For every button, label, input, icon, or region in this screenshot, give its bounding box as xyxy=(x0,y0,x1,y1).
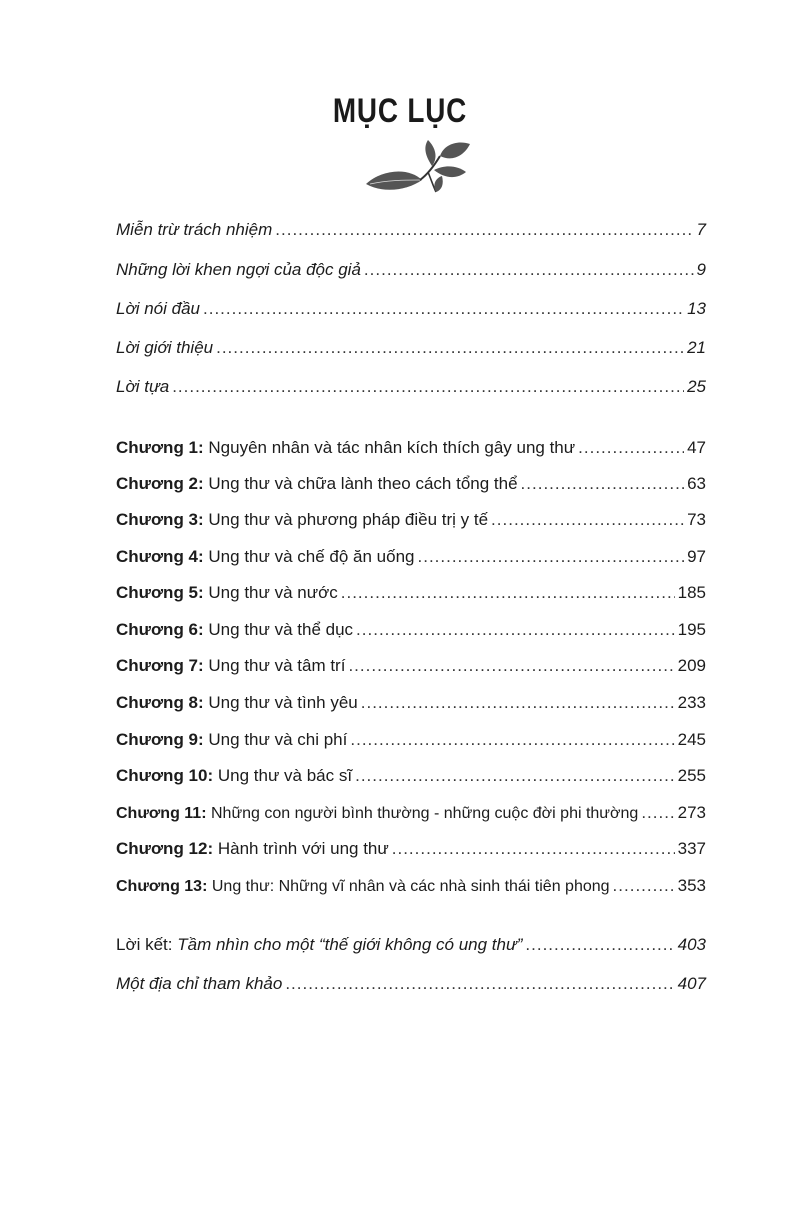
chapter-number: Chương 10: xyxy=(116,766,214,785)
dot-leader xyxy=(641,801,674,825)
entry-page-number: 195 xyxy=(677,620,706,639)
dot-leader xyxy=(172,375,684,399)
entry-page-number: 185 xyxy=(677,583,706,602)
toc-entry-reference-address[interactable] xyxy=(116,972,706,996)
dot-leader xyxy=(613,874,675,898)
entry-title: Lời tựa xyxy=(116,377,170,396)
toc-entry-reader-praise[interactable] xyxy=(116,258,706,282)
chapter-title: Ung thư và chế độ ăn uống xyxy=(208,547,415,566)
entry-title: Lời nói đầu xyxy=(116,299,201,318)
dot-leader xyxy=(392,837,675,861)
entry-prefix: Lời kết: xyxy=(116,935,178,954)
chapter-number: Chương 2: xyxy=(116,474,204,493)
page-title: MỤC LỤC xyxy=(332,92,468,130)
chapter-title: Ung thư và nước xyxy=(208,583,338,602)
entry-page-number: 47 xyxy=(687,438,706,457)
entry-page-number: 353 xyxy=(677,876,706,895)
entry-page-number: 337 xyxy=(677,839,706,858)
dot-leader xyxy=(341,581,675,605)
chapter-number: Chương 9: xyxy=(116,730,204,749)
entry-page-number: 9 xyxy=(696,260,706,279)
dot-leader xyxy=(521,472,685,496)
toc-entry-chapter-13[interactable] xyxy=(116,874,706,898)
toc-entry-conclusion[interactable] xyxy=(116,933,706,957)
entry-page-number: 25 xyxy=(687,377,706,396)
toc-entry-chapter-12[interactable] xyxy=(116,837,706,861)
toc-entry-chapter-4[interactable] xyxy=(116,545,706,569)
dot-leader xyxy=(361,691,675,715)
chapter-number: Chương 11: xyxy=(116,805,207,822)
chapter-title: Ung thư và tâm trí xyxy=(208,656,346,675)
entry-title: Lời giới thiệu xyxy=(116,338,214,357)
entry-title: Tầm nhìn cho một “thế giới không có ung thư” xyxy=(177,935,523,954)
chapter-number: Chương 3: xyxy=(116,510,204,529)
dot-leader xyxy=(348,654,674,678)
entry-page-number: 97 xyxy=(687,547,706,566)
entry-page-number: 407 xyxy=(677,974,706,993)
toc-entry-chapter-9[interactable] xyxy=(116,728,706,752)
chapter-title: Hành trình với ung thư xyxy=(217,839,389,858)
dot-leader xyxy=(491,508,684,532)
toc-entry-chapter-2[interactable] xyxy=(116,472,706,496)
dot-leader xyxy=(203,297,684,321)
entry-page-number: 273 xyxy=(677,803,706,822)
entry-page-number: 245 xyxy=(677,730,706,749)
entry-page-number: 403 xyxy=(677,935,706,954)
dot-leader xyxy=(578,436,684,460)
toc-entry-chapter-6[interactable] xyxy=(116,618,706,642)
entry-page-number: 13 xyxy=(687,299,706,318)
chapter-number: Chương 6: xyxy=(116,620,204,639)
entry-page-number: 21 xyxy=(687,338,706,357)
toc-entry-disclaimer[interactable] xyxy=(116,218,706,242)
chapter-number: Chương 13: xyxy=(116,878,208,895)
entry-title: Miễn trừ trách nhiệm xyxy=(116,220,273,239)
dot-leader xyxy=(350,728,674,752)
toc-entry-chapter-3[interactable] xyxy=(116,508,706,532)
entry-title: Một địa chỉ tham khảo xyxy=(116,974,283,993)
leaf-sprig-icon xyxy=(362,138,474,198)
dot-leader xyxy=(356,618,675,642)
toc-entry-foreword[interactable] xyxy=(116,375,706,399)
toc-entry-chapter-7[interactable] xyxy=(116,654,706,678)
chapter-title: Ung thư và bác sĩ xyxy=(217,766,353,785)
toc-entry-chapter-1[interactable] xyxy=(116,436,706,460)
toc-entry-introduction[interactable] xyxy=(116,336,706,360)
chapter-number: Chương 1: xyxy=(116,438,204,457)
entry-page-number: 7 xyxy=(696,220,706,239)
chapter-number: Chương 5: xyxy=(116,583,204,602)
toc-entry-chapter-10[interactable] xyxy=(116,764,706,788)
dot-leader xyxy=(216,336,684,360)
toc-entry-chapter-5[interactable] xyxy=(116,581,706,605)
toc-entry-chapter-8[interactable] xyxy=(116,691,706,715)
chapter-number: Chương 12: xyxy=(116,839,214,858)
dot-leader xyxy=(525,933,674,957)
chapter-number: Chương 7: xyxy=(116,656,204,675)
entry-page-number: 233 xyxy=(677,693,706,712)
entry-page-number: 255 xyxy=(677,766,706,785)
chapter-title: Nguyên nhân và tác nhân kích thích gây ung thư xyxy=(208,438,576,457)
dot-leader xyxy=(418,545,685,569)
toc-entry-chapter-11[interactable] xyxy=(116,801,706,825)
chapter-title: Ung thư và chữa lành theo cách tổng thể xyxy=(208,474,518,493)
chapter-number: Chương 4: xyxy=(116,547,204,566)
chapter-title: Ung thư và phương pháp điều trị y tế xyxy=(208,510,489,529)
chapter-title: Ung thư: Những vĩ nhân và các nhà sinh thái tiên phong xyxy=(211,878,610,895)
chapter-title: Những con người bình thường - những cuộc đời phi thường xyxy=(210,805,639,822)
entry-page-number: 209 xyxy=(677,656,706,675)
dot-leader xyxy=(275,218,693,242)
entry-title: Những lời khen ngợi của độc giả xyxy=(116,260,361,279)
chapter-title: Ung thư và chi phí xyxy=(208,730,348,749)
dot-leader xyxy=(355,764,675,788)
chapter-title: Ung thư và thể dục xyxy=(208,620,354,639)
chapter-number: Chương 8: xyxy=(116,693,204,712)
toc-entry-preface[interactable] xyxy=(116,297,706,321)
entry-page-number: 73 xyxy=(687,510,706,529)
dot-leader xyxy=(285,972,674,996)
entry-page-number: 63 xyxy=(687,474,706,493)
chapter-title: Ung thư và tình yêu xyxy=(208,693,358,712)
dot-leader xyxy=(364,258,694,282)
